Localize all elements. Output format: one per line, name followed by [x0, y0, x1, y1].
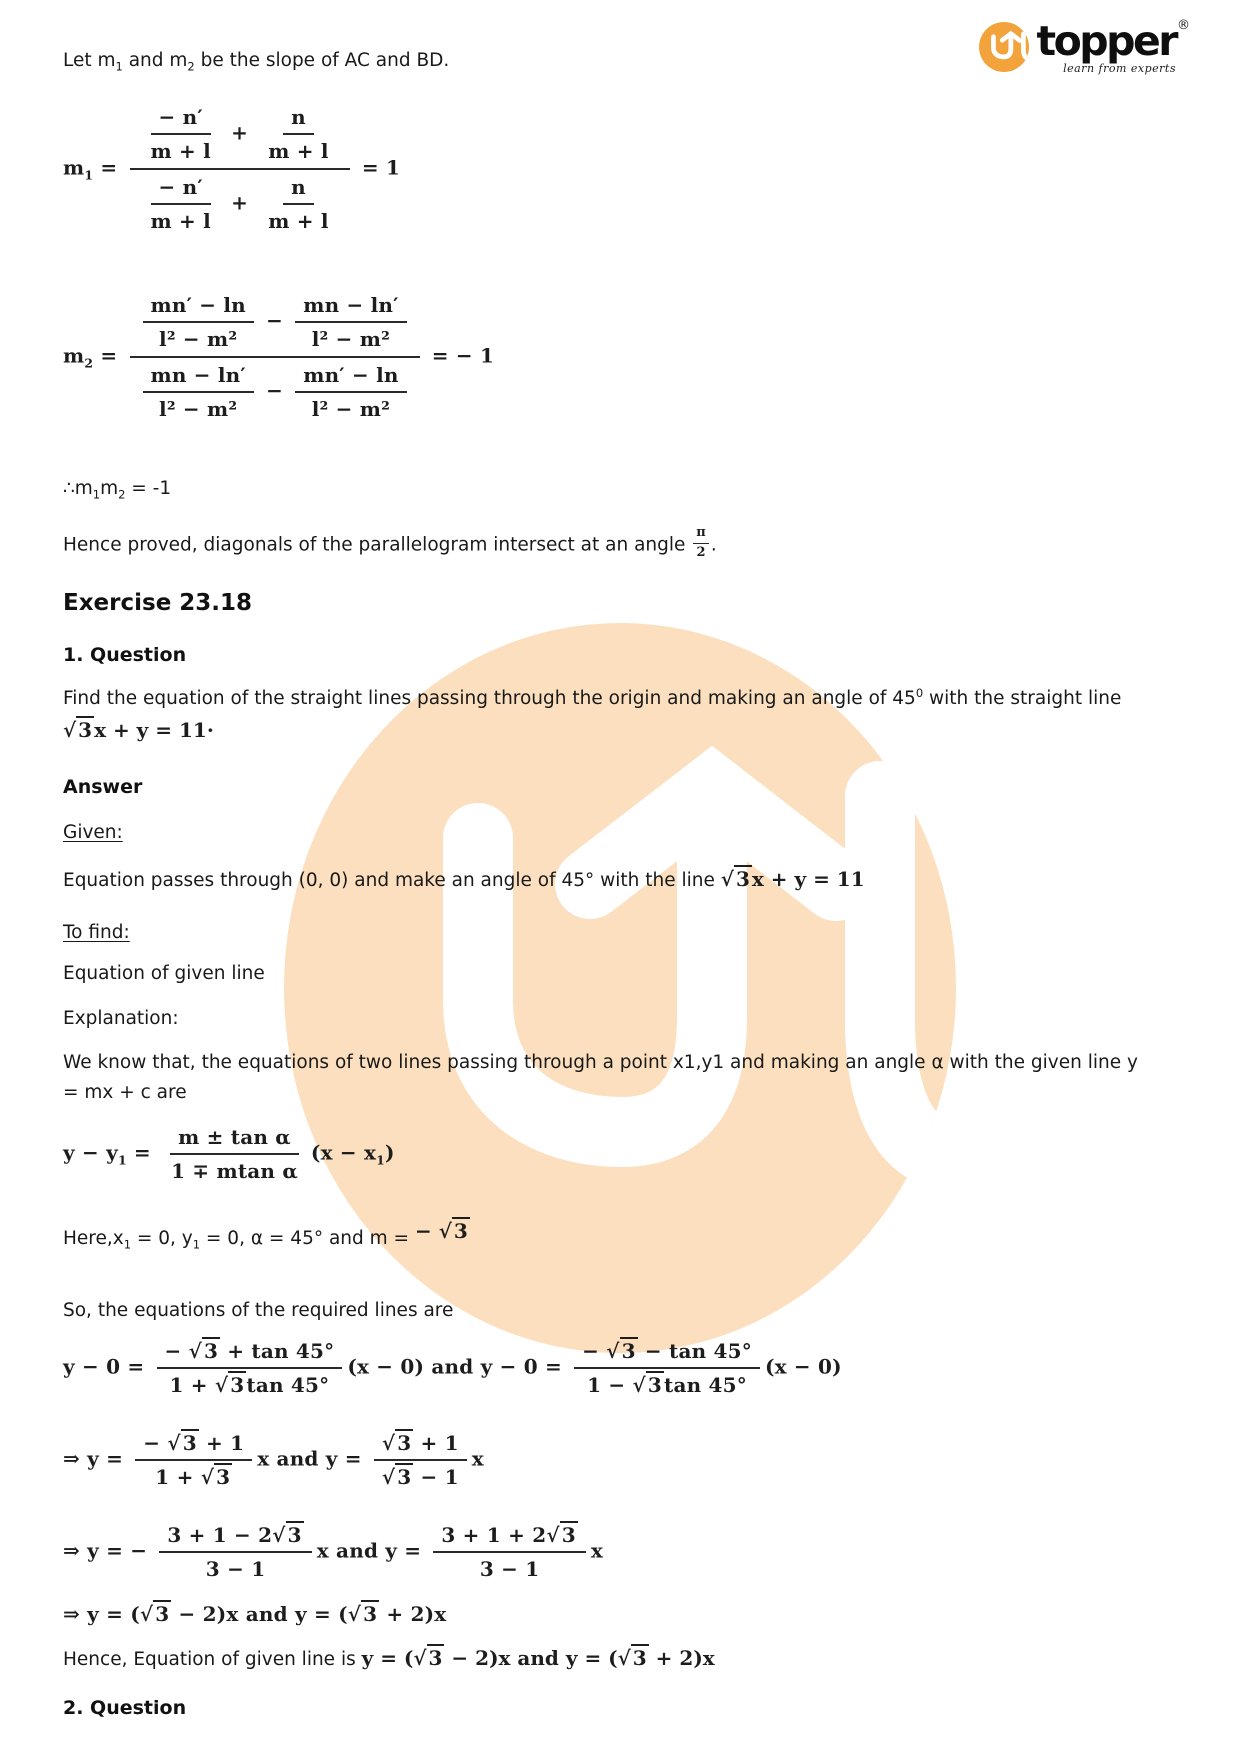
- given-label: Given:: [63, 822, 123, 844]
- explanation-label: Explanation:: [63, 1008, 179, 1030]
- explanation-text: We know that, the equations of two lines passing through a point x1,y1 and making an angle α with the given line y = mx + c are: [63, 1051, 1138, 1103]
- question-2-heading: 2. Question: [63, 1696, 187, 1719]
- formula-simplify-1: ⇒ y = $\frac{- √ 3 + 1}{1 + √ 3}$ x and y = $\frac{√ 3 + 1}{√ 3 - 1}$ x: [63, 1431, 484, 1490]
- topper-logo: [979, 17, 1191, 75]
- registered-mark: ®: [1177, 18, 1190, 33]
- question-1-heading: 1. Question: [63, 643, 187, 666]
- so-equations: So, the equations of the required lines are: [63, 1299, 454, 1321]
- brand-wordmark: [1036, 17, 1191, 75]
- given-text: Equation passes through (0, 0) and make an angle of 45° with the line √ 3 x + y = 11: [63, 867, 865, 892]
- brand-tagline: learn from experts: [1063, 61, 1176, 75]
- exercise-heading: Exercise 23.18: [63, 589, 253, 616]
- conclusion-m1m2: $\therefore m_1m_2 = -1$: [63, 477, 172, 502]
- question-1-text: Find the equation of the straight lines passing through the origin and making an angle of $45^0$ with the straight line √ 3 x + y = 11·: [63, 685, 1122, 742]
- tofind-label: To find:: [63, 921, 130, 943]
- here-values: $Here,x_1 = 0$, $y_1 = 0$, α = 45° and m = − √ 3: [63, 1219, 468, 1252]
- formula-result: ⇒ y = (√ 3 − 2)x and y = (√ 3 + 2)x: [63, 1602, 447, 1627]
- formula-tan: y − 0 = $\frac{- √ 3 + \tan 45^\circ}{1 + √ 3 \tan 45^\circ}$ (x − 0) and y − 0 = $\frac{- √ 3 - \tan 45^\circ}{1 - √ 3 \tan 45^\circ}$ (x − 0): [63, 1339, 842, 1398]
- brand-name: topper: [1036, 17, 1176, 65]
- formula-m2: $m_2$ = $\frac{mn' - \ln}{\text{l² − m²}}$ − $\frac{mn - \ln'}{\text{l² − m²}}$ $\frac{mn - \ln'}{\text{l² − m²}}$ − $\frac{mn' - \ln}{\text{l² − m²}}$ = − 1: [63, 290, 1182, 424]
- intro-line: Let $m_1$ and $m_2$ be the slope of AC and BD.: [63, 50, 450, 74]
- tofind-text: Equation of given line: [63, 962, 265, 984]
- formula-m1: $m_1$ = $\frac{- n'}{m + l}$ + $\frac{n}{m + l}$ $\frac{- n'}{m + l}$ + $\frac{n}{m + l}$ = 1: [63, 102, 1182, 236]
- answer-heading: Answer: [63, 776, 143, 799]
- hence-proved: Hence proved, diagonals of the parallelogram intersect at an angle $\frac{\pi}{2}$ .: [63, 525, 717, 561]
- formula-angle: $y - y_1$ = $\frac{\text{m ± tan α}}{\text{1 ∓ mtan α}}$ $(x - x_1)$: [63, 1125, 395, 1184]
- topper-u-arrow-icon: [979, 22, 1029, 72]
- formula-simplify-2: ⇒ y = − $\frac{3 + 1 - 2√ 3}{3 - 1}$ x and y = $\frac{3 + 1 + 2√ 3}{3 - 1}$ x: [63, 1523, 603, 1582]
- hence-result: Hence, Equation of given line is y = (√ 3 − 2)x and y = (√ 3 + 2)x: [63, 1646, 715, 1671]
